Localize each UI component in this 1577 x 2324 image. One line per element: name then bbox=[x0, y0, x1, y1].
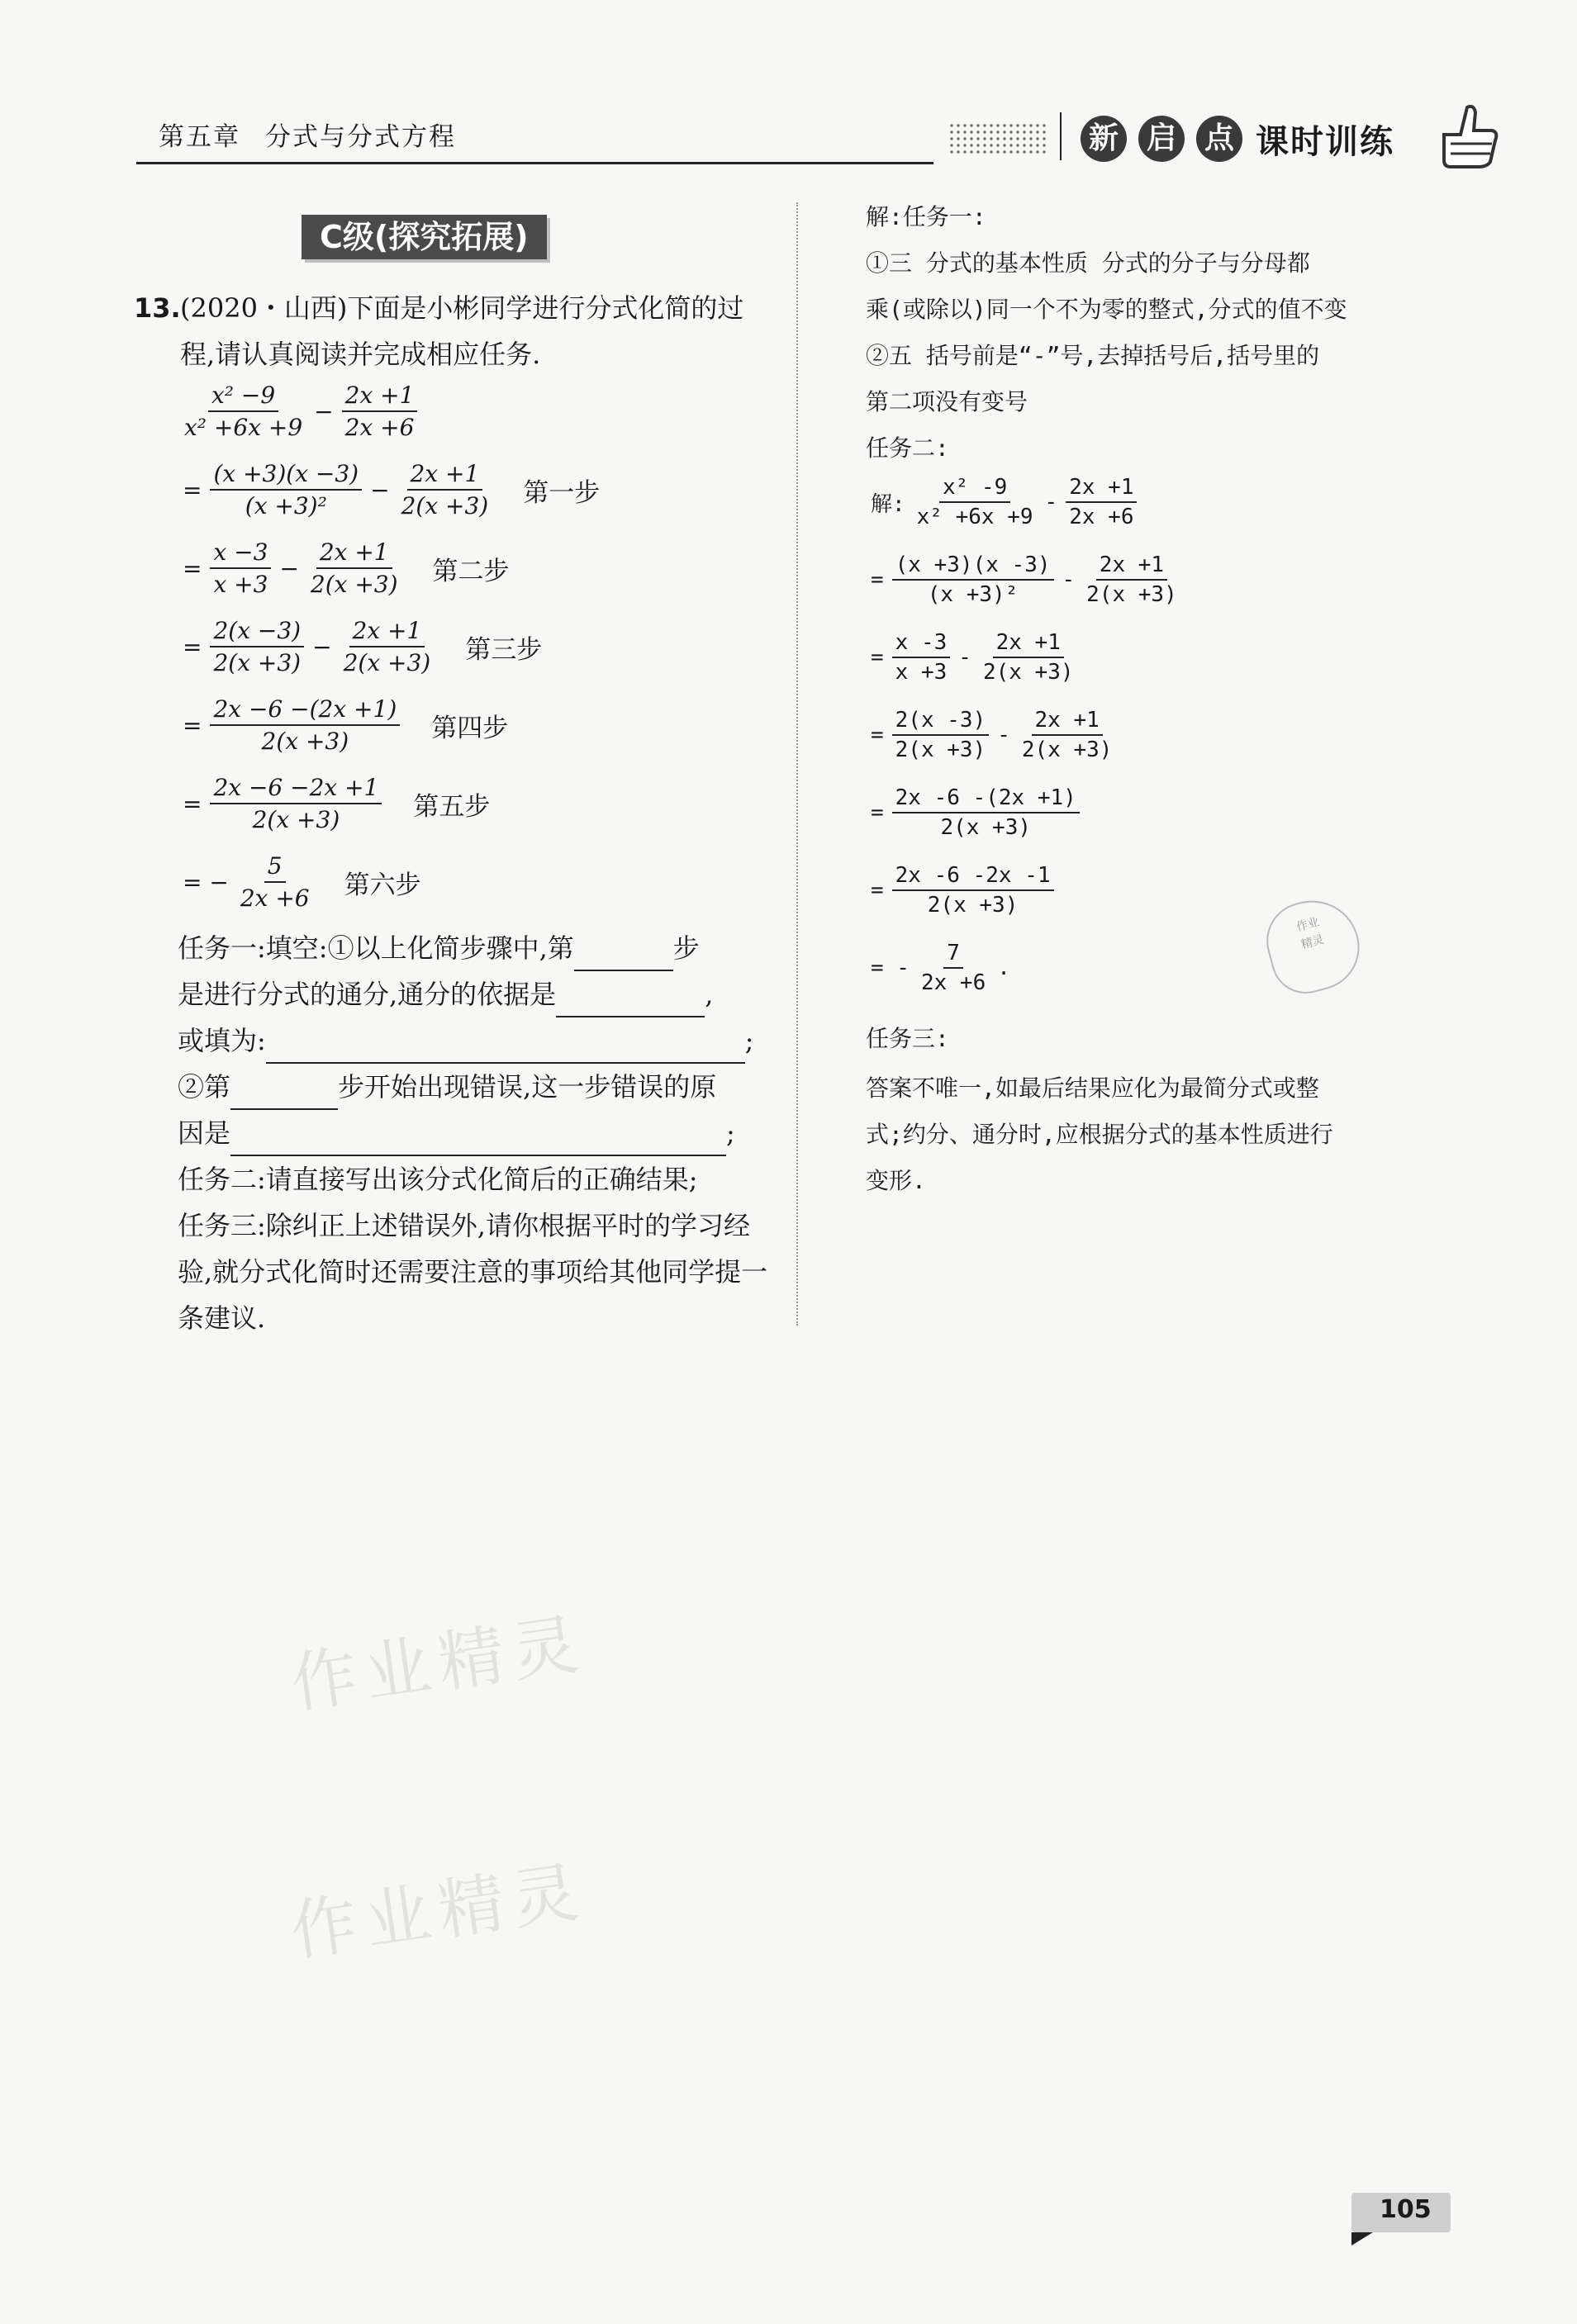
math-line bbox=[866, 941, 1015, 995]
math-operator: = bbox=[183, 554, 202, 582]
math-operator: - bbox=[1044, 490, 1058, 515]
fraction bbox=[892, 785, 1080, 840]
stamp-seal: 作业 精灵 bbox=[1258, 890, 1370, 1002]
fraction bbox=[210, 774, 382, 833]
fraction bbox=[210, 460, 362, 519]
answer-line-4: ②五 括号前是“-”号,去掉括号后,括号里的 bbox=[866, 342, 1320, 369]
answer-line-1: 解:任务一: bbox=[866, 203, 986, 230]
header-rule bbox=[136, 162, 933, 164]
step-label: 第五步 bbox=[413, 791, 491, 822]
fraction bbox=[892, 708, 990, 762]
fraction bbox=[918, 941, 989, 995]
denominator: 2x +6 bbox=[920, 970, 986, 995]
fraction bbox=[892, 630, 951, 685]
math-operator: - bbox=[958, 645, 971, 670]
denominator: 2(x +3) bbox=[940, 815, 1032, 840]
math-line bbox=[178, 695, 508, 755]
denominator: 2(x +3) bbox=[343, 649, 431, 676]
numerator: (x +3)(x −3) bbox=[210, 460, 362, 491]
fraction bbox=[914, 475, 1037, 529]
answer-line-9: 式;约分、通分时,应根据分式的基本性质进行 bbox=[866, 1121, 1333, 1148]
numerator: 5 bbox=[264, 852, 286, 883]
fraction bbox=[892, 553, 1054, 607]
task1-line4 bbox=[178, 1064, 772, 1110]
task1-line1 bbox=[178, 925, 772, 971]
task1-line2 bbox=[178, 971, 772, 1017]
denominator: 2(x +3) bbox=[401, 492, 489, 519]
task1-text-h: 步开始出现错误,这一步错误的原 bbox=[338, 1071, 717, 1103]
math-line bbox=[178, 617, 542, 676]
task1-text-g: ②第 bbox=[178, 1071, 231, 1103]
page-corner-mark bbox=[1351, 2232, 1373, 2246]
math-operator: = bbox=[871, 878, 884, 903]
answer-line-7: 任务三: bbox=[866, 1025, 949, 1052]
fraction bbox=[398, 460, 492, 519]
numerator: 7 bbox=[943, 941, 963, 969]
math-line bbox=[178, 774, 490, 833]
task1-text-e: 或填为: bbox=[178, 1025, 266, 1056]
brand-subtitle: 课时训练 bbox=[1256, 123, 1394, 161]
fraction bbox=[342, 382, 418, 441]
chapter-heading bbox=[159, 116, 481, 153]
step-label: 第六步 bbox=[344, 870, 421, 900]
step-label: 第二步 bbox=[432, 556, 510, 586]
watermark-1: 作业精灵 bbox=[286, 1605, 591, 1723]
fraction bbox=[210, 695, 400, 755]
numerator: 2x +1 bbox=[407, 460, 483, 491]
math-operator: − bbox=[370, 476, 390, 504]
denominator: 2(x +3) bbox=[310, 571, 398, 598]
brand-char-2: 启 bbox=[1138, 116, 1185, 162]
task1-line3 bbox=[178, 1017, 772, 1064]
task2-text: 任务二:请直接写出该分式化简后的正确结果; bbox=[178, 1164, 698, 1195]
level-badge: C级(探究拓展) bbox=[302, 215, 547, 259]
fraction bbox=[340, 617, 435, 676]
answer-line-2: ①三 分式的基本性质 分式的分子与分母都 bbox=[866, 249, 1310, 277]
denominator: 2(x +3) bbox=[1021, 738, 1113, 762]
fraction bbox=[210, 538, 271, 598]
answer-blank-1[interactable] bbox=[574, 937, 673, 971]
task1-text-c: 是进行分式的通分,通分的依据是 bbox=[178, 979, 557, 1010]
denominator: x +3 bbox=[895, 660, 948, 685]
denominator: 2(x +3) bbox=[252, 806, 340, 833]
question-number: 13. bbox=[134, 292, 181, 324]
answer-line-6: 任务二: bbox=[866, 434, 949, 462]
task1-text-b: 步 bbox=[672, 932, 700, 964]
denominator: 2x +6 bbox=[1069, 505, 1134, 529]
numerator: 2x +1 bbox=[1032, 708, 1103, 736]
denominator: 2x +6 bbox=[240, 885, 310, 912]
answer-blank-5[interactable] bbox=[230, 1122, 726, 1156]
task1-text-j: ; bbox=[726, 1117, 735, 1149]
brand-char-1: 新 bbox=[1081, 116, 1127, 162]
answer-blank-2[interactable] bbox=[556, 983, 705, 1017]
fraction bbox=[237, 852, 313, 912]
math-operator: − bbox=[279, 554, 299, 582]
task1-text-d: , bbox=[705, 979, 714, 1010]
math-operator: . bbox=[997, 956, 1010, 980]
brand-char-3: 点 bbox=[1196, 116, 1242, 162]
task1-line5 bbox=[178, 1110, 772, 1156]
thumbs-up-icon bbox=[1427, 97, 1502, 172]
answer-blank-4[interactable] bbox=[230, 1075, 338, 1110]
header-divider bbox=[1060, 112, 1062, 160]
numerator: 2x +1 bbox=[1096, 553, 1167, 581]
math-operator: = bbox=[183, 790, 202, 818]
numerator: 2x -6 -(2x +1) bbox=[892, 785, 1080, 813]
denominator: 2(x +3) bbox=[927, 893, 1019, 918]
answer-line-3: 乘(或除以)同一个不为零的整式,分式的值不变 bbox=[866, 296, 1347, 323]
numerator: x -3 bbox=[892, 630, 951, 658]
denominator: x +3 bbox=[213, 571, 268, 598]
fraction bbox=[1019, 708, 1116, 762]
denominator: x² +6x +9 bbox=[184, 414, 303, 441]
math-operator: - bbox=[997, 723, 1010, 747]
header-dot-pattern bbox=[948, 122, 1047, 155]
numerator: 2x +1 bbox=[342, 382, 418, 412]
numerator: 2(x -3) bbox=[892, 708, 990, 736]
chapter-number: 第五章 bbox=[159, 122, 240, 152]
math-line bbox=[866, 785, 1083, 840]
math-operator: − bbox=[312, 633, 332, 661]
fraction bbox=[1066, 475, 1137, 529]
math-line bbox=[178, 852, 421, 912]
math-operator: = - bbox=[871, 956, 910, 980]
math-operator: 解: bbox=[871, 491, 905, 517]
fraction bbox=[210, 617, 304, 676]
fraction bbox=[181, 382, 306, 441]
denominator: 2(x +3) bbox=[982, 660, 1074, 685]
answer-line-5: 第二项没有变号 bbox=[866, 388, 1028, 415]
numerator: 2x −6 −2x +1 bbox=[210, 774, 382, 804]
denominator: (x +3)² bbox=[927, 582, 1019, 607]
denominator: (x +3)² bbox=[245, 492, 327, 519]
math-operator: - bbox=[1062, 567, 1076, 592]
numerator: 2x +1 bbox=[316, 538, 392, 569]
denominator: 2x +6 bbox=[344, 414, 415, 441]
math-line bbox=[178, 460, 600, 519]
math-line bbox=[866, 630, 1081, 685]
step-label: 第一步 bbox=[523, 477, 601, 508]
math-operator: = bbox=[871, 723, 884, 747]
math-line bbox=[866, 553, 1184, 607]
math-operator: = bbox=[183, 476, 202, 504]
numerator: x² -9 bbox=[939, 475, 1010, 503]
column-divider bbox=[796, 202, 798, 1326]
denominator: x² +6x +9 bbox=[916, 505, 1033, 529]
task3-text: 任务三:除纠正上述错误外,请你根据平时的学习经验,就分式化简时还需要注意的事项给其他同学提一条建议. bbox=[178, 1210, 768, 1334]
numerator: x −3 bbox=[210, 538, 271, 569]
step-label: 第四步 bbox=[431, 713, 509, 743]
numerator: 2x −6 −(2x +1) bbox=[210, 695, 400, 726]
math-operator: = bbox=[183, 711, 202, 739]
task1-text-i: 因是 bbox=[178, 1117, 231, 1149]
fraction bbox=[307, 538, 401, 598]
math-operator: = bbox=[871, 567, 884, 592]
chapter-title: 分式与分式方程 bbox=[265, 122, 456, 152]
denominator: 2(x +3) bbox=[261, 728, 349, 755]
answer-line-8: 答案不唯一,如最后结果应化为最简分式或整 bbox=[866, 1074, 1319, 1102]
math-line bbox=[178, 538, 510, 598]
denominator: 2(x +3) bbox=[895, 738, 986, 762]
denominator: 2(x +3) bbox=[1086, 582, 1177, 607]
numerator: x² −9 bbox=[208, 382, 278, 412]
answer-line-10: 变形. bbox=[866, 1167, 926, 1194]
denominator: 2(x +3) bbox=[213, 649, 302, 676]
math-operator: = − bbox=[183, 868, 229, 896]
page-number: 105 bbox=[1380, 2195, 1432, 2224]
math-line bbox=[866, 863, 1057, 918]
numerator: (x +3)(x -3) bbox=[892, 553, 1054, 581]
math-line bbox=[178, 382, 420, 441]
numerator: 2x +1 bbox=[349, 617, 425, 647]
fraction bbox=[980, 630, 1077, 685]
math-line bbox=[866, 708, 1119, 762]
math-operator: = bbox=[871, 800, 884, 825]
fraction bbox=[892, 863, 1054, 918]
watermark-2: 作业精灵 bbox=[286, 1852, 591, 1971]
math-operator: = bbox=[183, 633, 202, 661]
answer-blank-3[interactable] bbox=[266, 1029, 745, 1064]
numerator: 2x +1 bbox=[1066, 475, 1137, 503]
fraction bbox=[1083, 553, 1180, 607]
step-label: 第三步 bbox=[465, 634, 543, 665]
math-operator: − bbox=[314, 397, 334, 425]
numerator: 2x +1 bbox=[993, 630, 1064, 658]
task1-text-f: ; bbox=[744, 1025, 754, 1056]
numerator: 2x -6 -2x -1 bbox=[892, 863, 1054, 891]
math-operator: = bbox=[871, 645, 884, 670]
question-text: (2020・山西)下面是小彬同学进行分式化简的过程,请认真阅读并完成相应任务. bbox=[180, 292, 744, 370]
numerator: 2(x −3) bbox=[210, 617, 304, 647]
math-line bbox=[866, 475, 1140, 529]
task1-text-a: 任务一:填空:①以上化简步骤中,第 bbox=[178, 932, 574, 964]
